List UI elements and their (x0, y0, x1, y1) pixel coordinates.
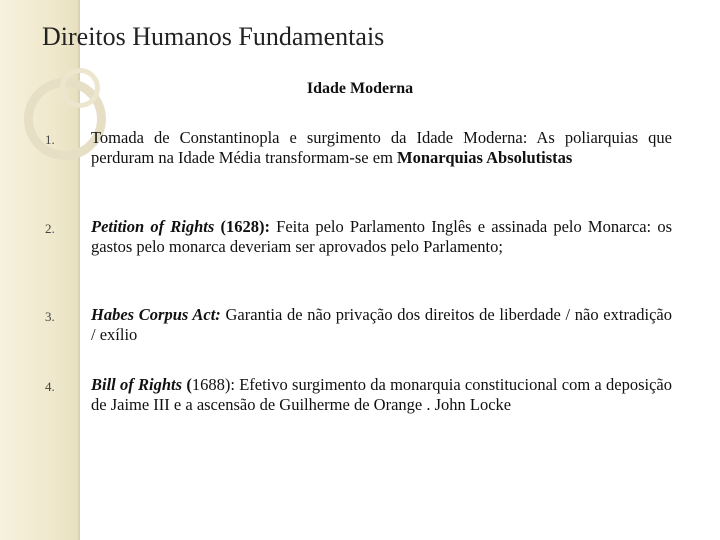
item-year: ( (182, 375, 192, 394)
item-body: Garantia de não privação dos direitos de liberdade / não extradição / exílio (91, 305, 673, 344)
item-text (91, 375, 672, 415)
item-body: Feita pelo Parlamento Inglês e assinada pelo Monarca: os gastos pelo monarca deveriam ser aprovados pelo Parlamento; (91, 217, 672, 256)
item-body: 1688): Efetivo surgimento da monarquia constitucional com a deposição de Jaime III e a ascensão de Guilherme de Orange . John Locke (91, 375, 672, 414)
item-text (91, 217, 672, 257)
item-intro: Tomada de Constantinopla e surgimento da Idade Moderna: As poliarquias que perduram na Idade Média transformam-se em (91, 128, 672, 167)
item-text (91, 128, 672, 168)
item-number: 2. (45, 221, 55, 236)
slide-subtitle (0, 80, 720, 98)
item-number: 3. (45, 309, 55, 324)
slide-title: Direitos Humanos Fundamentais (42, 22, 385, 51)
item-term: Habes Corpus Act: (91, 305, 221, 324)
item-year: (1628): (214, 217, 270, 236)
item-number: 1. (45, 132, 55, 147)
item-emphasis: Monarquias Absolutistas (397, 148, 573, 167)
item-number: 4. (45, 379, 55, 394)
item-term: Petition of Rights (91, 217, 215, 236)
item-text (91, 305, 672, 345)
subtitle-text: Idade Moderna (306, 80, 414, 97)
item-term: Bill of Rights (91, 375, 183, 394)
